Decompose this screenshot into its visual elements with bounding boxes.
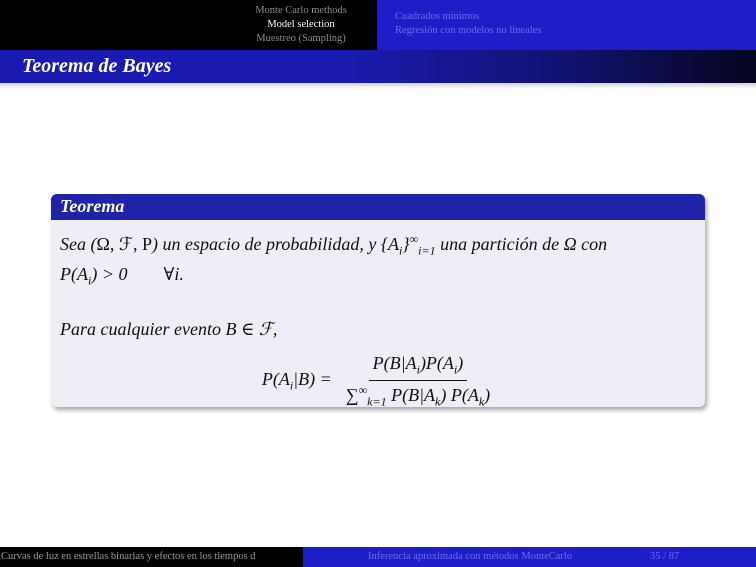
subscript: i bbox=[399, 243, 403, 258]
math: ) > 0 ∀i. bbox=[91, 263, 184, 284]
frame-title: Teorema de Bayes bbox=[22, 55, 172, 77]
math: Ω, ℱ, P bbox=[96, 234, 153, 254]
theorem-block bbox=[51, 194, 705, 407]
frame-title-bar bbox=[0, 50, 756, 83]
math: ) bbox=[457, 353, 464, 374]
subscript: i bbox=[87, 273, 92, 288]
superscript: ∞ bbox=[409, 232, 419, 246]
subscript: k bbox=[435, 394, 441, 407]
nav-section-model-selection[interactable]: Model selection bbox=[267, 19, 335, 30]
text: ) un espacio de probabilidad, y {A bbox=[152, 234, 400, 254]
math: P(A bbox=[261, 368, 290, 389]
navigation-bar bbox=[0, 0, 756, 50]
math: P(B|A bbox=[372, 353, 417, 374]
nav-section-muestreo[interactable]: Muestreo (Sampling) bbox=[256, 33, 346, 44]
footer-bar bbox=[0, 547, 756, 567]
subscript: i=1 bbox=[418, 243, 436, 258]
superscript: ∞ bbox=[358, 382, 368, 397]
math: P(A bbox=[60, 263, 88, 284]
title-shadow bbox=[0, 83, 756, 89]
theorem-line-1 bbox=[60, 228, 696, 263]
footer-right bbox=[303, 547, 756, 567]
section-navigation bbox=[0, 0, 377, 50]
subscript: i bbox=[289, 378, 294, 393]
text: Sea ( bbox=[60, 234, 97, 254]
footer-presentation-title: Inferencia aproximada con métodos MonteCarlo bbox=[368, 551, 573, 562]
subsection-navigation bbox=[377, 0, 756, 50]
footer-page-number: 35 / 87 bbox=[650, 551, 680, 562]
subscript: i bbox=[453, 362, 458, 377]
theorem-heading: Teorema bbox=[51, 194, 705, 220]
formula-lhs bbox=[262, 369, 332, 394]
math: P(B|A bbox=[386, 384, 436, 405]
subscript: k bbox=[478, 394, 485, 407]
nav-section-monte-carlo[interactable]: Monte Carlo methods bbox=[255, 5, 347, 16]
theorem-body bbox=[51, 220, 705, 407]
formula-denominator bbox=[342, 381, 494, 407]
math: ) P(A bbox=[440, 384, 479, 405]
nav-subsection-regresion[interactable]: Regresión con modelos no lineales bbox=[395, 25, 542, 36]
theorem-line-2 bbox=[60, 263, 696, 293]
subscript: k=1 bbox=[367, 394, 387, 407]
sum-symbol: ∑ bbox=[345, 384, 359, 405]
formula-numerator bbox=[369, 353, 468, 381]
formula-fraction bbox=[342, 353, 494, 407]
footer-author-title: Curvas de luz en estrellas binarias y efectos en los tiempos d bbox=[0, 547, 303, 567]
nav-subsection-cuadrados[interactable]: Cuadrados mínimos bbox=[395, 11, 480, 22]
subscript: i bbox=[416, 362, 420, 377]
text: una partición de Ω con bbox=[435, 234, 608, 254]
math: |B) = bbox=[293, 368, 332, 389]
theorem-paragraph-2: Para cualquier evento B ∈ ℱ, bbox=[60, 319, 278, 340]
math: ) bbox=[484, 384, 491, 405]
math: )P(A bbox=[419, 353, 454, 374]
text: } bbox=[402, 234, 410, 254]
bayes-formula bbox=[60, 353, 696, 407]
